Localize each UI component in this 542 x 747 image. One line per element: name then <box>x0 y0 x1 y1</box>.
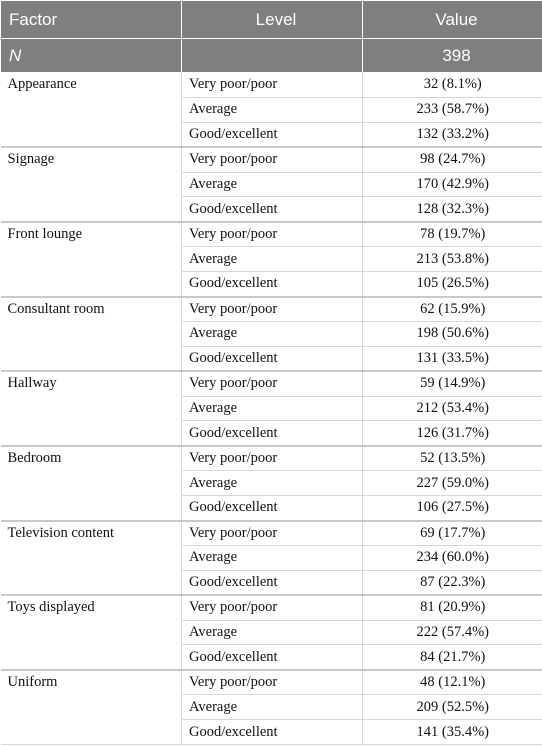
value-cell: 48 (12.1%) <box>363 670 542 695</box>
value-cell: 198 (50.6%) <box>363 321 542 346</box>
level-cell: Average <box>182 321 363 346</box>
level-cell: Average <box>182 97 363 122</box>
value-cell: 132 (33.2%) <box>363 122 542 147</box>
value-cell: 78 (19.7%) <box>363 222 542 247</box>
table-row <box>1 446 542 471</box>
level-cell: Very poor/poor <box>182 446 363 471</box>
level-cell: Very poor/poor <box>182 297 363 322</box>
value-cell: 131 (33.5%) <box>363 346 542 371</box>
table-row <box>1 371 542 396</box>
value-cell: 227 (59.0%) <box>363 471 542 496</box>
n-label: N <box>1 39 182 73</box>
level-cell: Good/excellent <box>182 122 363 147</box>
factor-cell: Uniform <box>1 670 182 745</box>
level-cell: Very poor/poor <box>182 222 363 247</box>
level-cell: Average <box>182 545 363 570</box>
level-cell: Average <box>182 172 363 197</box>
level-cell: Very poor/poor <box>182 521 363 546</box>
header-level: Level <box>182 1 363 39</box>
value-cell: 81 (20.9%) <box>363 595 542 620</box>
level-cell: Average <box>182 620 363 645</box>
level-cell: Average <box>182 396 363 421</box>
value-cell: 126 (31.7%) <box>363 421 542 446</box>
value-cell: 87 (22.3%) <box>363 570 542 595</box>
value-cell: 98 (24.7%) <box>363 147 542 172</box>
value-cell: 234 (60.0%) <box>363 545 542 570</box>
value-cell: 105 (26.5%) <box>363 272 542 297</box>
level-cell: Average <box>182 695 363 720</box>
factor-cell: Appearance <box>1 73 182 148</box>
table-row <box>1 147 542 172</box>
header-value: Value <box>363 1 542 39</box>
value-cell: 52 (13.5%) <box>363 446 542 471</box>
value-cell: 69 (17.7%) <box>363 521 542 546</box>
table-header <box>1 1 542 73</box>
value-cell: 128 (32.3%) <box>363 197 542 222</box>
level-cell: Good/excellent <box>182 570 363 595</box>
value-cell: 212 (53.4%) <box>363 396 542 421</box>
value-cell: 209 (52.5%) <box>363 695 542 720</box>
value-cell: 170 (42.9%) <box>363 172 542 197</box>
level-cell: Good/excellent <box>182 421 363 446</box>
value-cell: 32 (8.1%) <box>363 73 542 98</box>
level-cell: Good/excellent <box>182 197 363 222</box>
value-cell: 141 (35.4%) <box>363 720 542 745</box>
level-cell: Very poor/poor <box>182 595 363 620</box>
n-level-empty <box>182 39 363 73</box>
level-cell: Average <box>182 247 363 272</box>
level-cell: Average <box>182 471 363 496</box>
factor-cell: Toys displayed <box>1 595 182 670</box>
level-cell: Very poor/poor <box>182 670 363 695</box>
table-row <box>1 595 542 620</box>
table-body <box>1 73 542 745</box>
value-cell: 222 (57.4%) <box>363 620 542 645</box>
level-cell: Good/excellent <box>182 496 363 521</box>
factor-cell: Signage <box>1 147 182 222</box>
value-cell: 106 (27.5%) <box>363 496 542 521</box>
level-cell: Good/excellent <box>182 645 363 670</box>
level-cell: Good/excellent <box>182 346 363 371</box>
factor-cell: Television content <box>1 521 182 596</box>
table-row <box>1 670 542 695</box>
n-value: 398 <box>363 39 542 73</box>
level-cell: Good/excellent <box>182 272 363 297</box>
factor-cell: Consultant room <box>1 297 182 372</box>
n-row <box>1 39 542 73</box>
factor-cell: Hallway <box>1 371 182 446</box>
table-row <box>1 521 542 546</box>
header-factor: Factor <box>1 1 182 39</box>
table-row <box>1 73 542 98</box>
value-cell: 59 (14.9%) <box>363 371 542 396</box>
value-cell: 62 (15.9%) <box>363 297 542 322</box>
table-row <box>1 297 542 322</box>
level-cell: Very poor/poor <box>182 371 363 396</box>
factor-cell: Bedroom <box>1 446 182 521</box>
header-row <box>1 1 542 39</box>
level-cell: Good/excellent <box>182 720 363 745</box>
table-row <box>1 222 542 247</box>
level-cell: Very poor/poor <box>182 147 363 172</box>
factor-cell: Front lounge <box>1 222 182 297</box>
level-cell: Very poor/poor <box>182 73 363 98</box>
value-cell: 233 (58.7%) <box>363 97 542 122</box>
value-cell: 213 (53.8%) <box>363 247 542 272</box>
value-cell: 84 (21.7%) <box>363 645 542 670</box>
